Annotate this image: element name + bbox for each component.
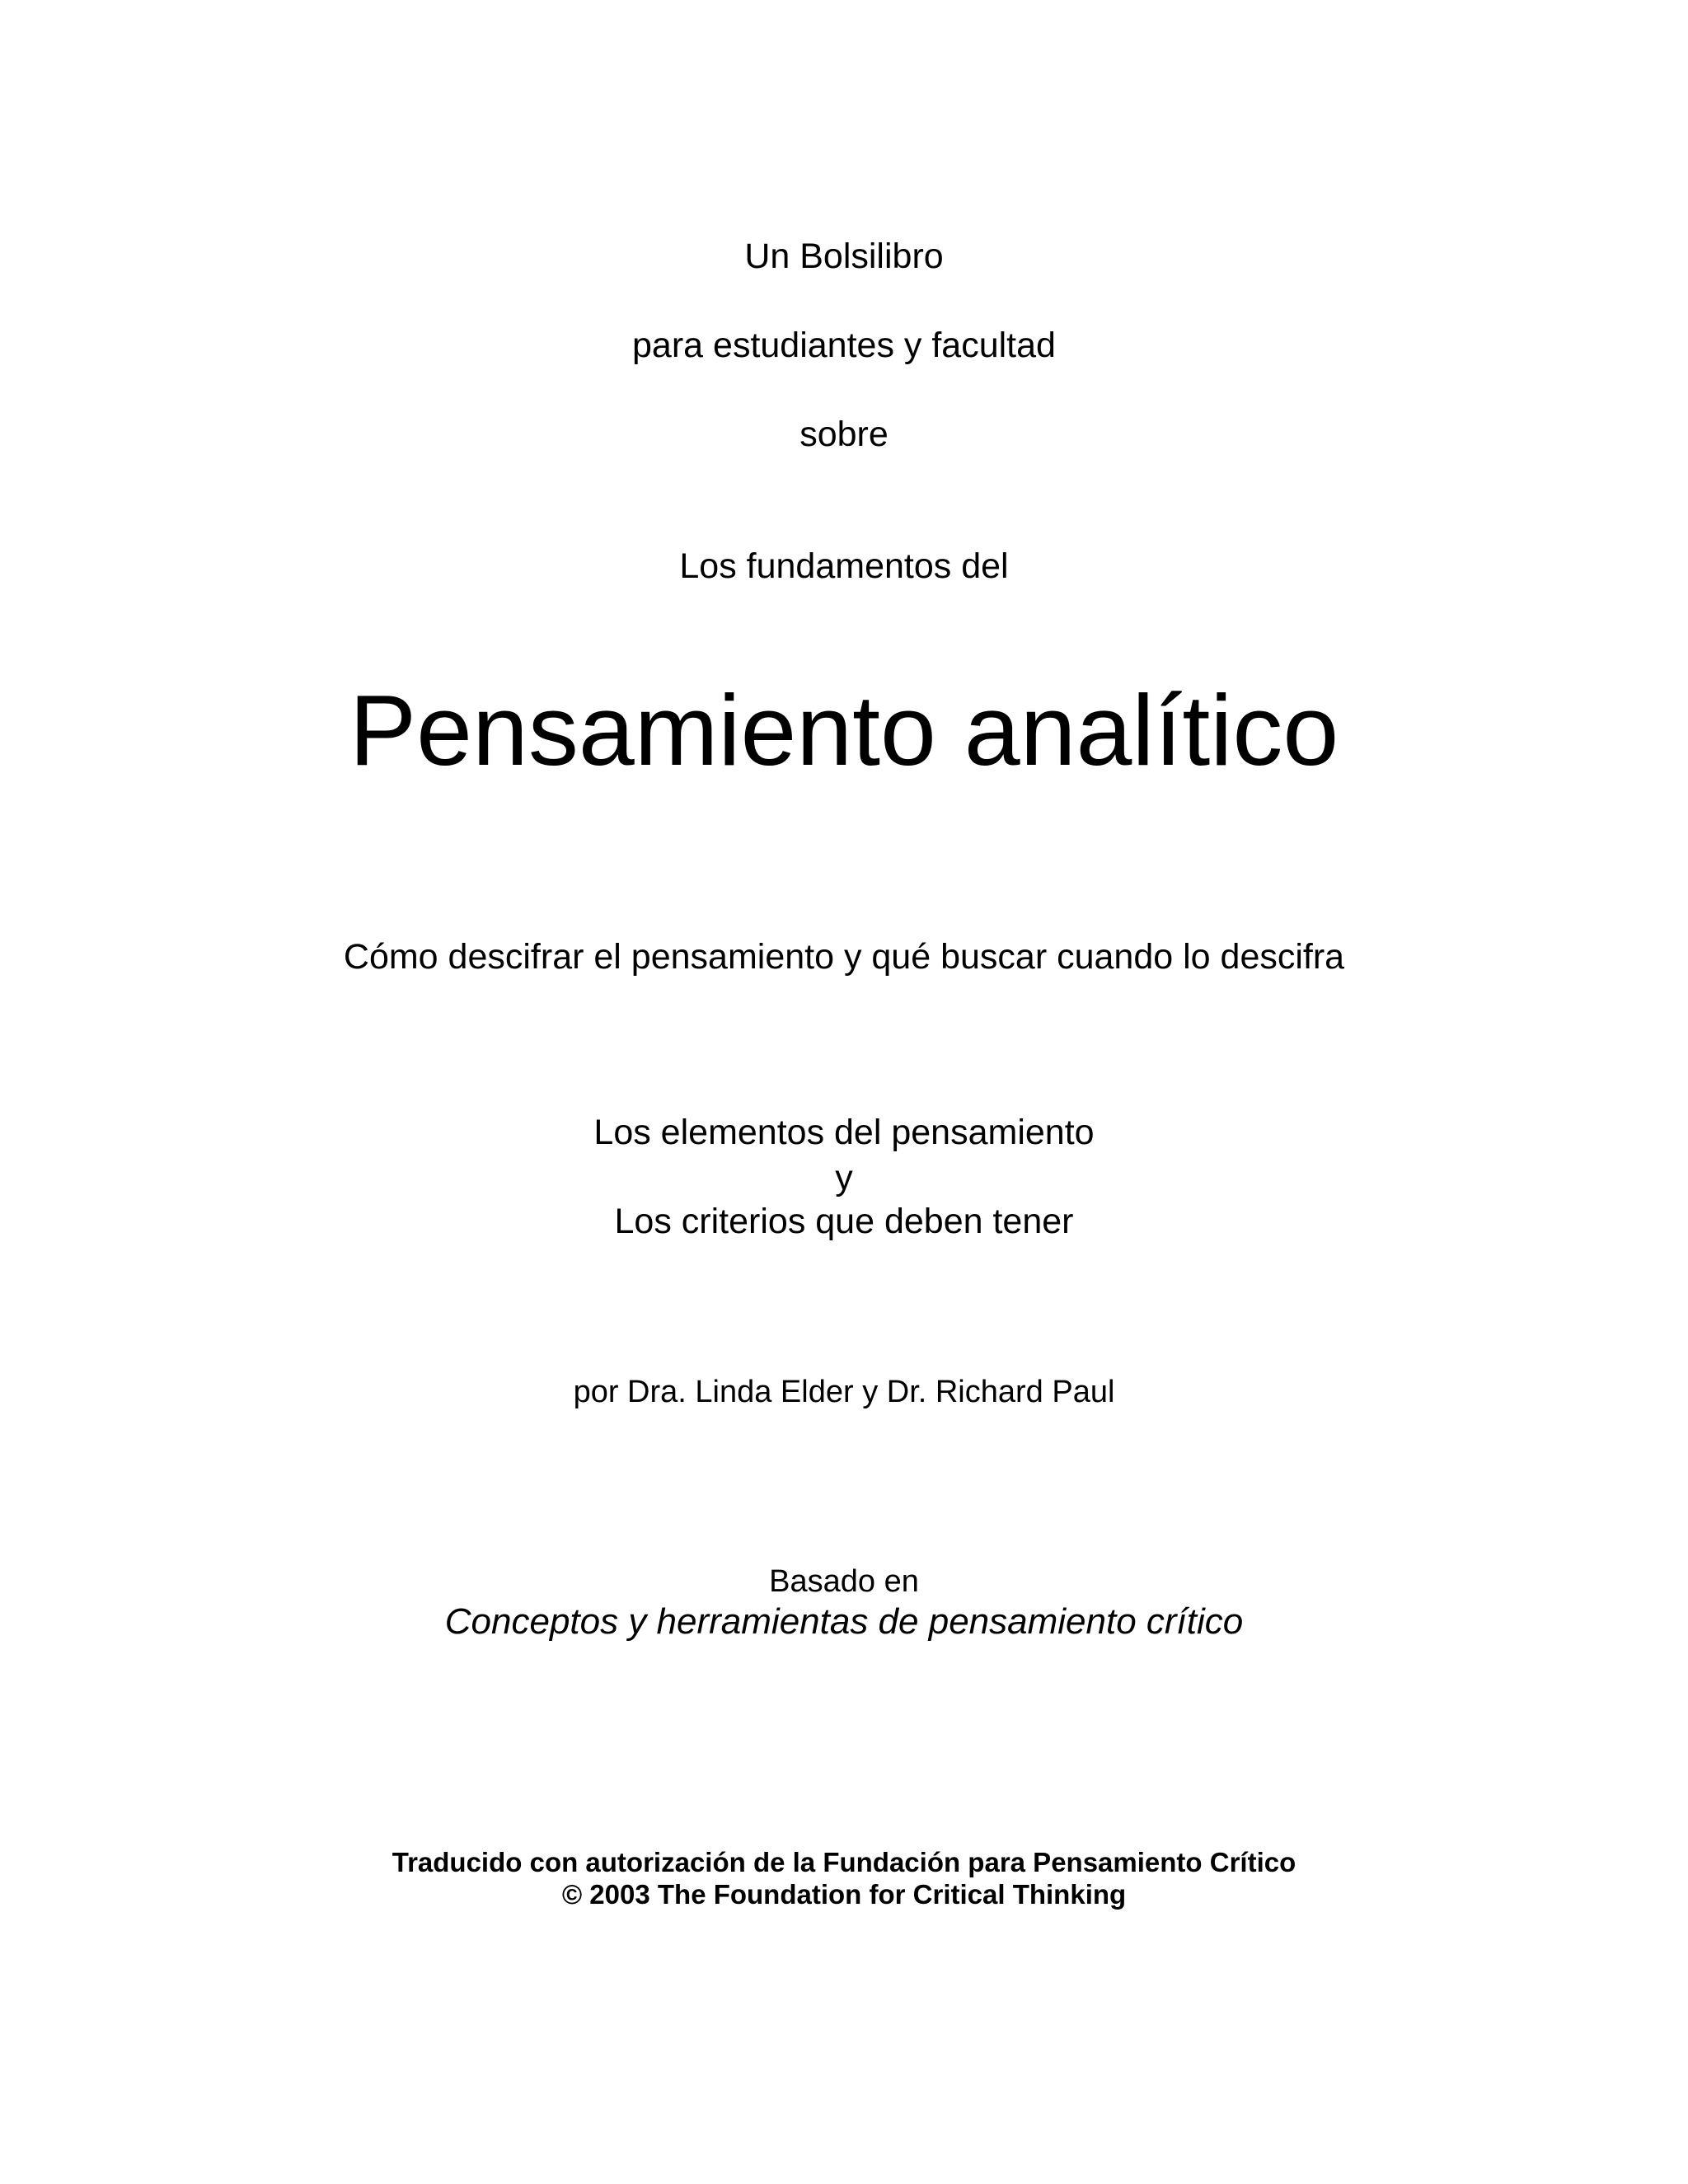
intro-line-2: para estudiantes y facultad [632, 326, 1056, 365]
based-on-work-title: Conceptos y herramientas de pensamiento crítico [444, 1601, 1244, 1642]
copyright-notice: © 2003 The Foundation for Critical Thinking [561, 1879, 1127, 1910]
translation-credit: Traducido con autorización de la Fundación para Pensamiento Crítico [392, 1847, 1296, 1877]
book-title: Pensamiento analítico [349, 674, 1339, 786]
based-on-label: Basado en [769, 1564, 919, 1599]
elements-line-2: y [835, 1158, 853, 1197]
intro-line-3: sobre [799, 415, 889, 454]
authors-line: por Dra. Linda Elder y Dr. Richard Paul [573, 1375, 1115, 1409]
book-subtitle: Cómo descifrar el pensamiento y qué buscar cuando lo descifra [343, 937, 1345, 977]
intro-line-4: Los fundamentos del [679, 546, 1009, 586]
intro-line-1: Un Bolsilibro [744, 237, 944, 276]
elements-line-3: Los criterios que deben tener [614, 1202, 1074, 1241]
elements-line-1: Los elementos del pensamiento [593, 1113, 1095, 1152]
